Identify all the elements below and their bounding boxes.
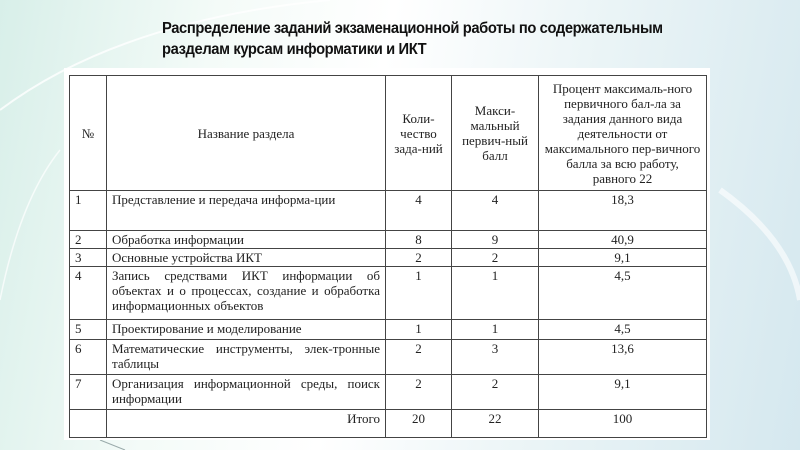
row-section-name: Математические инструменты, элек-тронные таблицы <box>107 340 386 375</box>
row-percent: 40,9 <box>539 231 707 249</box>
header-max-score: Макси-мальный первич-ный балл <box>452 76 539 191</box>
row-max-score: 1 <box>452 320 539 340</box>
table-row <box>70 249 707 267</box>
total-row <box>70 410 707 438</box>
distribution-table <box>69 75 707 438</box>
table-row <box>70 231 707 249</box>
total-pct: 100 <box>539 410 707 438</box>
row-number: 2 <box>70 231 107 249</box>
row-task-count: 2 <box>386 340 452 375</box>
row-max-score: 4 <box>452 191 539 231</box>
row-percent: 9,1 <box>539 249 707 267</box>
table-header-row <box>70 76 707 191</box>
row-max-score: 9 <box>452 231 539 249</box>
row-percent: 9,1 <box>539 375 707 410</box>
header-percent: Процент максималь-ного первичного бал-ла за задания данного вида деятельности от максимального пер-вичного балла за всю работу, равного 22 <box>539 76 707 191</box>
row-number: 6 <box>70 340 107 375</box>
total-empty <box>70 410 107 438</box>
row-task-count: 2 <box>386 375 452 410</box>
row-section-name: Организация информационной среды, поиск информации <box>107 375 386 410</box>
row-number: 3 <box>70 249 107 267</box>
row-section-name: Проектирование и моделирование <box>107 320 386 340</box>
total-max: 22 <box>452 410 539 438</box>
row-number: 4 <box>70 267 107 320</box>
row-max-score: 2 <box>452 375 539 410</box>
row-max-score: 2 <box>452 249 539 267</box>
row-percent: 4,5 <box>539 267 707 320</box>
total-label: Итого <box>107 410 386 438</box>
slide-title: Распределение заданий экзаменационной работы по содержательным разделам курсам информатики и ИКТ <box>162 20 663 58</box>
total-count: 20 <box>386 410 452 438</box>
header-section-name: Название раздела <box>107 76 386 191</box>
row-task-count: 1 <box>386 267 452 320</box>
table-row <box>70 375 707 410</box>
row-number: 5 <box>70 320 107 340</box>
header-task-count: Коли-чество зада-ний <box>386 76 452 191</box>
row-max-score: 3 <box>452 340 539 375</box>
row-task-count: 2 <box>386 249 452 267</box>
table-row <box>70 267 707 320</box>
row-percent: 18,3 <box>539 191 707 231</box>
table-row <box>70 320 707 340</box>
row-max-score: 1 <box>452 267 539 320</box>
row-task-count: 4 <box>386 191 452 231</box>
row-section-name: Представление и передача информа-ции <box>107 191 386 231</box>
row-task-count: 1 <box>386 320 452 340</box>
row-task-count: 8 <box>386 231 452 249</box>
row-number: 1 <box>70 191 107 231</box>
header-number: № <box>70 76 107 191</box>
row-percent: 4,5 <box>539 320 707 340</box>
table-row <box>70 340 707 375</box>
row-section-name: Запись средствами ИКТ информации об объектах и о процессах, создание и обработка информационных объектов <box>107 267 386 320</box>
row-percent: 13,6 <box>539 340 707 375</box>
row-number: 7 <box>70 375 107 410</box>
row-section-name: Обработка информации <box>107 231 386 249</box>
table-row <box>70 191 707 231</box>
row-section-name: Основные устройства ИКТ <box>107 249 386 267</box>
